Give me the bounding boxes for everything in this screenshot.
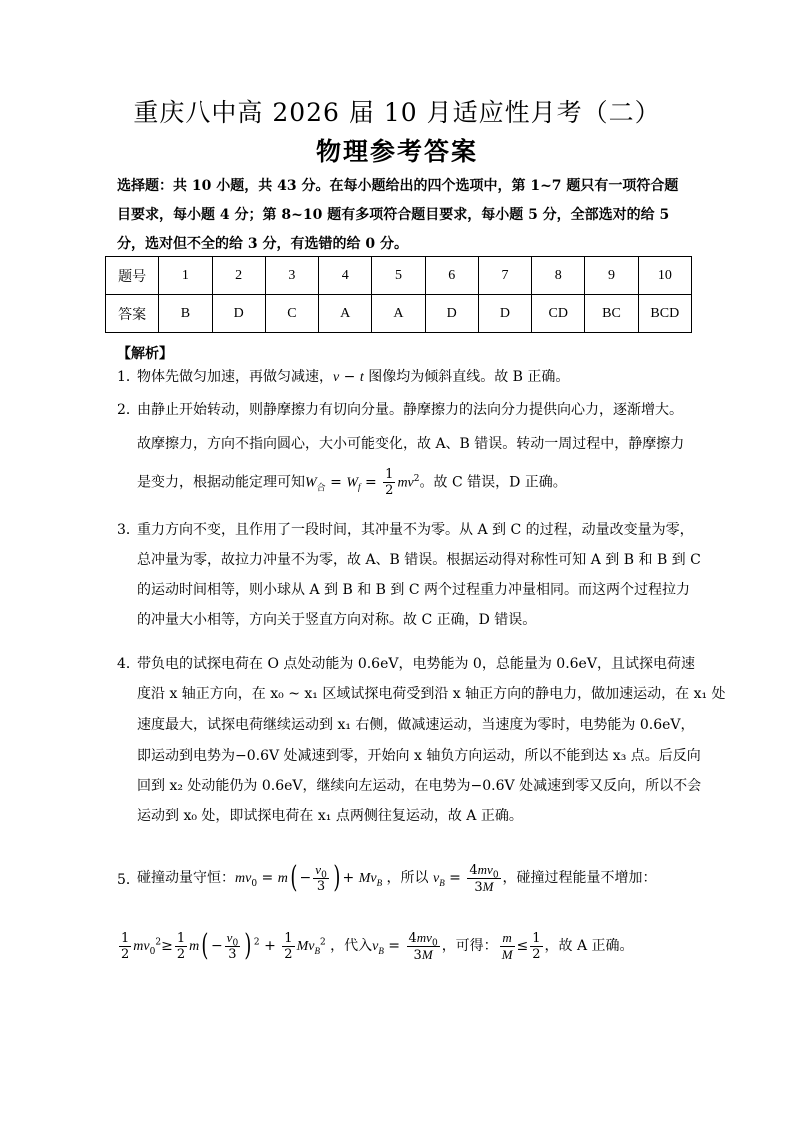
item-number: 1．: [117, 369, 140, 385]
table-cell: B: [159, 295, 212, 333]
table-cell: C: [265, 295, 318, 333]
table-cell: 8: [532, 257, 585, 295]
table-cell: D: [425, 295, 478, 333]
item-number: 3．: [117, 522, 140, 538]
table-cell: 4: [319, 257, 372, 295]
table-cell: 9: [585, 257, 638, 295]
row-label-number: 题号: [106, 257, 159, 295]
table-cell: CD: [532, 295, 585, 333]
item-line: 度沿 x 轴正方向，在 x₀ ~ x₁ 区域试探电荷受到沿 x 轴正方向的静电力，做加速运动，在 x₁ 处: [137, 686, 726, 702]
table-cell: 5: [372, 257, 425, 295]
page-title: 重庆八中高 2026 届 10 月适应性月考（二）: [133, 98, 661, 127]
table-cell: 6: [425, 257, 478, 295]
item-line: 的冲量大小相等，方向关于竖直方向对称。故 C 正确，D 错误。: [137, 612, 537, 628]
item-line: 重力方向不变，且作用了一段时间，其冲量不为零。从 A 到 C 的过程，动量改变量为零，: [137, 522, 694, 538]
table-cell: D: [212, 295, 265, 333]
page-subtitle: 物理参考答案: [315, 137, 478, 166]
intro-paragraph: 选择题：共 10 小题，共 43 分。在每小题给出的四个选项中，第 1~7 题只有一项符合题目要求，每小题 4 分；第 8~10 题有多项符合题目要求，每小题 5 分，全部选对的给 5 分，选对但不全的给 3 分，有选错的给 0 分。: [117, 178, 679, 252]
table-row-answers: [106, 295, 692, 333]
item-line: 碰撞动量守恒：$mv_0 = m$( − $\frac{v_0}{3}$ ) + $Mv_B$ ，所以 $v_B$ = $\frac{4mv_0}{3M}$ ，碰撞过程能量不增加：: [137, 860, 657, 895]
row-label-answer: 答案: [106, 295, 159, 333]
item-line: 带负电的试探电荷在 O 点处动能为 0.6eV，电势能为 0，总能量为 0.6eV，且试探电荷速: [137, 656, 695, 672]
table-cell: 3: [265, 257, 318, 295]
item-line: 速度最大，试探电荷继续运动到 x₁ 右侧，做减速运动，当速度为零时，电势能为 0.6eV，: [137, 717, 695, 733]
answer-table: [105, 256, 692, 333]
item-line: 的运动时间相等，则小球从 A 到 B 和 B 到 C 两个过程重力冲量相同。而这两个过程拉力: [137, 582, 690, 598]
table-cell: 2: [212, 257, 265, 295]
item-line: 即运动到电势为−0.6V 处减速到零，开始向 x 轴负方向运动，所以不能到达 x₃ 点。后反向: [137, 748, 701, 764]
analysis-heading: 【解析】: [117, 346, 173, 362]
table-row-numbers: [106, 257, 692, 295]
item-line: 总冲量为零，故拉力冲量不为零，故 A、B 错误。根据运动得对称性可知 A 到 B 和 B 到 C: [137, 552, 701, 568]
table-cell: A: [319, 295, 372, 333]
item-line: 由静止开始转动，则静摩擦力有切向分量。静摩擦力的法向分力提供向心力，逐渐增大。: [137, 402, 683, 418]
item-line: 故摩擦力，方向不指向圆心，大小可能变化，故 A、B 错误。转动一周过程中，静摩擦力: [137, 436, 685, 452]
item-line: 物体先做匀加速，再做匀减速，v − t 图像均为倾斜直线。故 B 正确。: [137, 369, 570, 385]
table-cell: D: [478, 295, 531, 333]
item-line: 运动到 x₀ 处，即试探电荷在 x₁ 点两侧往复运动，故 A 正确。: [137, 808, 523, 824]
item-number: 5．: [117, 872, 140, 888]
table-cell: A: [372, 295, 425, 333]
table-cell: 10: [638, 257, 691, 295]
table-cell: 1: [159, 257, 212, 295]
item-number: 2．: [117, 402, 140, 418]
item-line: $\frac{1}{2}$ $mv_0^2\ge$ $\frac{1}{2}$ m( − $\frac{v_0}{3}$ ) $^2$ + $\frac{1}{2}$ $Mv_B^2$ ，代入$v_B$ = $\frac{4mv_0}{3M}$ ，可得： $\frac{m}{M}$ ≤ $\frac{1}{2}$ ，故 A 正确。: [121, 928, 634, 963]
table-cell: BCD: [638, 295, 691, 333]
item-line: 是变力，根据动能定理可知$W_合 = W_f$ = $\frac{1}{2}$ $mv^2$。故 C 错误，D 正确。: [137, 467, 567, 498]
item-number: 4．: [117, 656, 140, 672]
table-cell: 7: [478, 257, 531, 295]
table-cell: BC: [585, 295, 638, 333]
item-line: 回到 x₂ 处动能仍为 0.6eV，继续向左运动，在电势为−0.6V 处减速到零又反向，所以不会: [137, 778, 702, 794]
